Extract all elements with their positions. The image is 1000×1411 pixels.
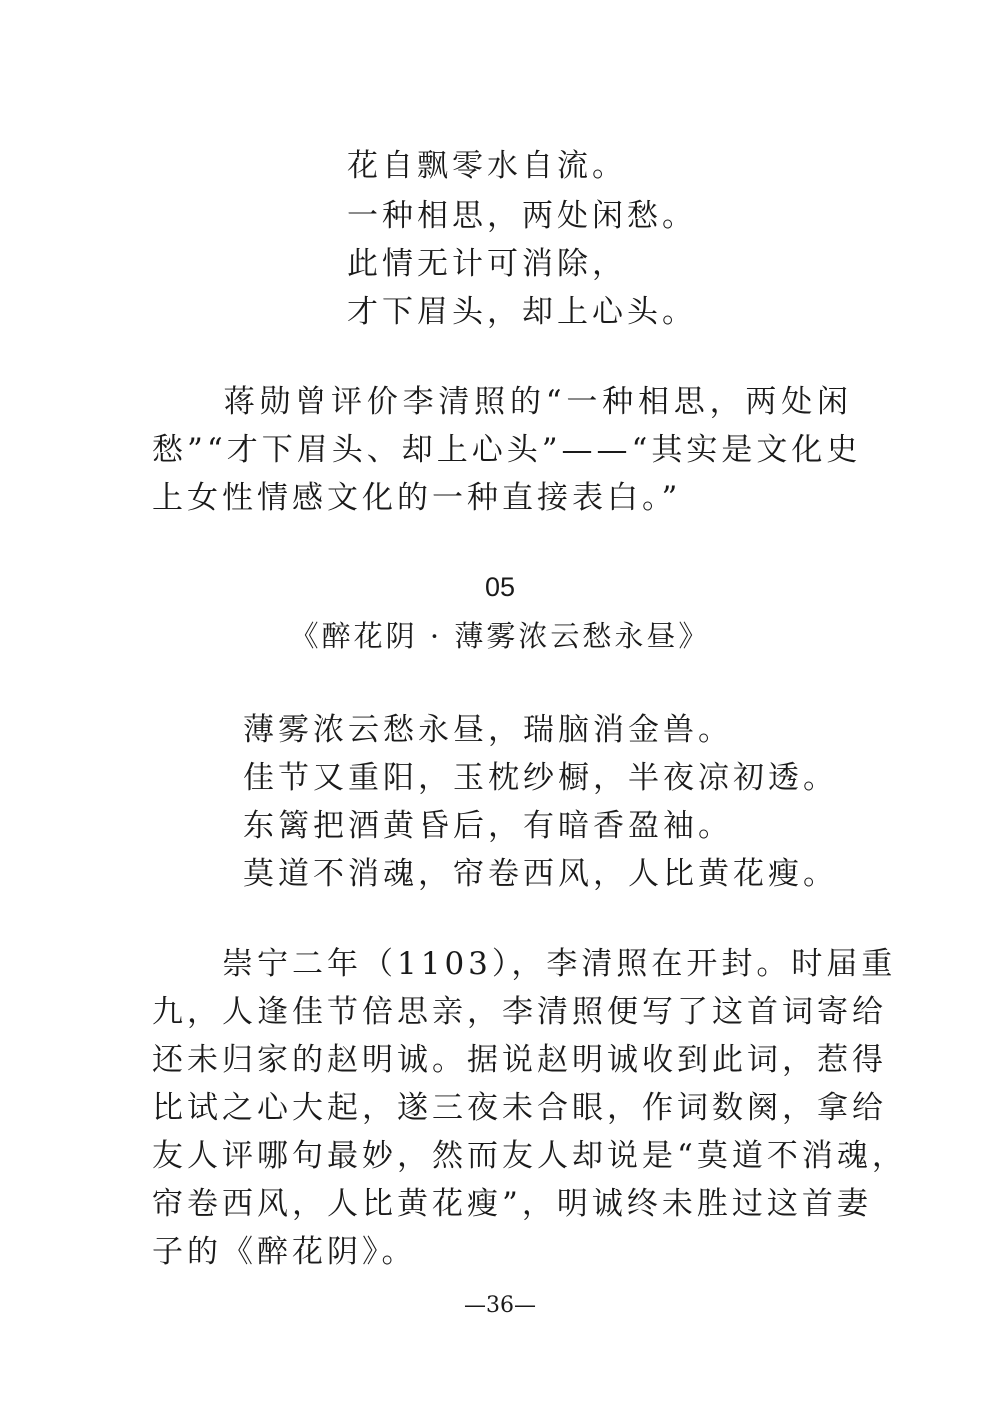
poem-line: 花自飘零水自流。 — [347, 148, 627, 184]
poem-line: 一种相思，两处闲愁。 — [347, 198, 697, 234]
poem-line: 薄雾浓云愁永昼，瑞脑消金兽。 — [243, 712, 733, 748]
poem-line: 此情无计可消除， — [347, 246, 627, 282]
paragraph-line: 愁”“才下眉头、却上心头”——“其实是文化史 — [152, 432, 862, 468]
page-number: —36— — [464, 1293, 536, 1318]
paragraph-line: 还未归家的赵明诚。据说赵明诚收到此词，惹得 — [152, 1042, 887, 1078]
section-title: 《醉花阴 · 薄雾浓云愁永昼》 — [289, 619, 711, 653]
poem-line: 东篱把酒黄昏后，有暗香盈袖。 — [243, 808, 733, 844]
poem-line: 才下眉头，却上心头。 — [347, 294, 697, 330]
poem-line: 佳节又重阳，玉枕纱橱，半夜凉初透。 — [243, 760, 838, 796]
paragraph-line: 帘卷西风，人比黄花瘦”，明诚终未胜过这首妻 — [152, 1186, 872, 1222]
paragraph-line: 子的《醉花阴》。 — [152, 1234, 417, 1270]
paragraph-line: 九，人逢佳节倍思亲，李清照便写了这首词寄给 — [152, 994, 887, 1030]
paragraph-line: 上女性情感文化的一种直接表白。” — [152, 480, 682, 516]
paragraph-line: 蒋勋曾评价李清照的“一种相思，两处闲 — [152, 384, 852, 420]
paragraph-line: 友人评哪句最妙，然而友人却说是“莫道不消魂， — [152, 1138, 907, 1174]
paragraph-line: 比试之心大起，遂三夜未合眼，作词数阕，拿给 — [152, 1090, 887, 1126]
section-number: 05 — [484, 572, 516, 602]
poem-line: 莫道不消魂，帘卷西风，人比黄花瘦。 — [243, 856, 838, 892]
paragraph-line: 崇宁二年（1103），李清照在开封。时届重 — [152, 946, 897, 982]
